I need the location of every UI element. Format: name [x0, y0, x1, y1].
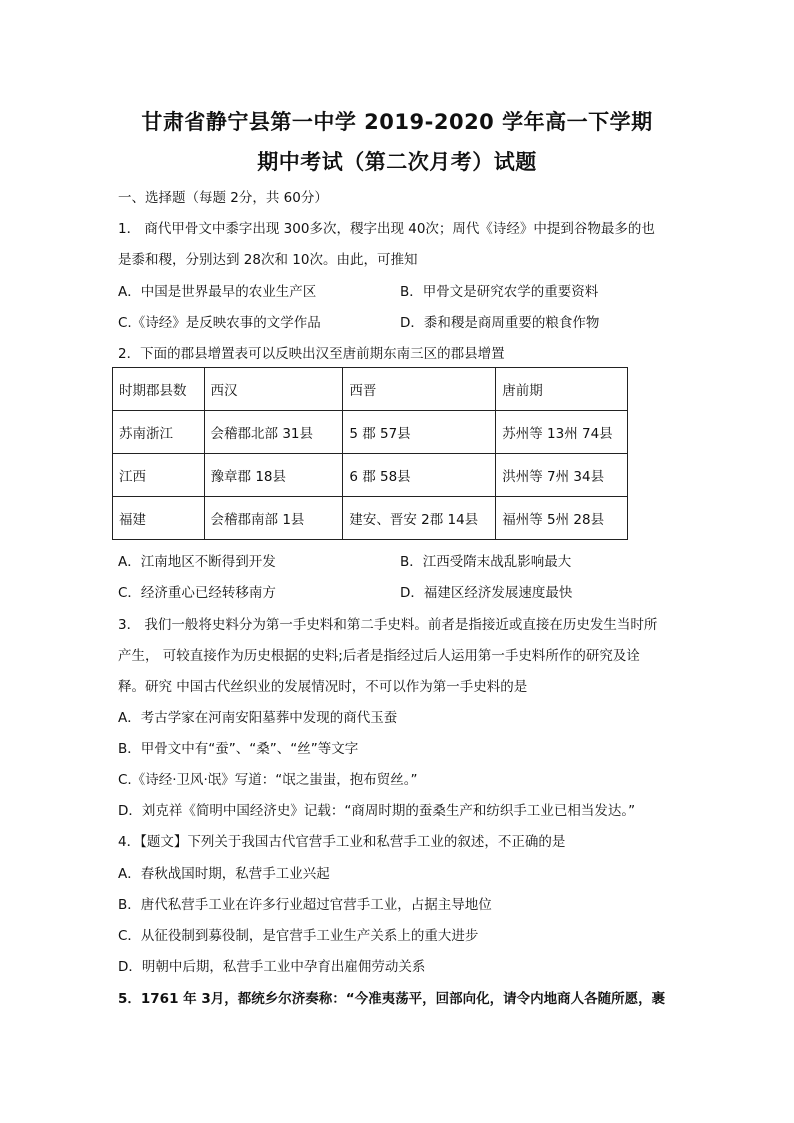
- table-cell: 会稽郡南部 1县: [204, 497, 343, 540]
- q1-option-b: B．甲骨文是研究农学的重要资料: [400, 284, 599, 300]
- q2-option-b: B．江西受隋末战乱影响最大: [400, 554, 572, 570]
- table-cell: 会稽郡北部 31县: [204, 411, 343, 454]
- q2-stem: 2．下面的郡县增置表可以反映出汉至唐前期东南三区的郡县增置: [118, 346, 505, 362]
- table-header-cell: 西汉: [204, 368, 343, 411]
- q4-option-d: D．明朝中后期，私营手工业中孕育出雇佣劳动关系: [118, 959, 426, 975]
- table-cell: 江西: [113, 454, 205, 497]
- q2-option-a: A．江南地区不断得到开发: [118, 554, 276, 570]
- table-row: [113, 454, 628, 497]
- q4-option-c: C．从征役制到募役制，是官营手工业生产关系上的重大进步: [118, 928, 479, 944]
- section-heading: 一、选择题（每题 2分，共 60分）: [118, 190, 328, 206]
- table-cell: 建安、晋安 2郡 14县: [343, 497, 496, 540]
- exam-title-line1: 甘肃省静宁县第一中学 2019-2020 学年高一下学期: [141, 110, 653, 134]
- q1-stem-line2: 是黍和稷，分别达到 28次和 10次。由此，可推知: [118, 252, 418, 268]
- table-cell: 洪州等 7州 34县: [496, 454, 628, 497]
- q1-stem-line1: 1． 商代甲骨文中黍字出现 300多次，稷字出现 40次；周代《诗经》中提到谷物最多的也: [118, 221, 655, 237]
- table-cell: 苏南浙江: [113, 411, 205, 454]
- table-row: [113, 411, 628, 454]
- q3-stem-line3: 释。研究 中国古代丝织业的发展情况时，不可以作为第一手史料的是: [118, 679, 528, 695]
- q2-option-c: C．经济重心已经转移南方: [118, 585, 276, 601]
- table-cell: 福州等 5州 28县: [496, 497, 628, 540]
- q3-stem-line2: 产生， 可较直接作为历史根据的史料;后者是指经过后人运用第一手史料所作的研究及诠: [118, 648, 640, 664]
- q3-option-b: B．甲骨文中有“蚕”、“桑”、“丝”等文字: [118, 741, 359, 757]
- q1-option-d: D．黍和稷是商周重要的粮食作物: [400, 315, 600, 331]
- table-header-cell: 西晋: [343, 368, 496, 411]
- q1-option-c: C.《诗经》是反映农事的文学作品: [118, 315, 321, 331]
- q1-option-a: A．中国是世界最早的农业生产区: [118, 284, 317, 300]
- q3-option-d: D．刘克祥《简明中国经济史》记载：“商周时期的蚕桑生产和纺织手工业已相当发达。”: [118, 803, 636, 819]
- q3-option-a: A．考古学家在河南安阳墓葬中发现的商代玉蚕: [118, 710, 398, 726]
- q3-option-c: C.《诗经·卫风·氓》写道：“氓之蚩蚩，抱布贸丝。”: [118, 772, 418, 788]
- table-cell: 6 郡 58县: [343, 454, 496, 497]
- table-row: [113, 497, 628, 540]
- table-header-row: [113, 368, 628, 411]
- table-header-cell: 唐前期: [496, 368, 628, 411]
- q4-option-a: A．春秋战国时期，私营手工业兴起: [118, 866, 330, 882]
- q5-stem: 5．1761 年 3月，都统乡尔济奏称：“今准夷荡平，回部向化，请令内地商人各随所愿，裹: [118, 991, 666, 1007]
- county-table: [112, 367, 628, 540]
- table-cell: 豫章郡 18县: [204, 454, 343, 497]
- q4-stem: 4．【题文】下列关于我国古代官营手工业和私营手工业的叙述，不正确的是: [118, 834, 566, 850]
- table-cell: 福建: [113, 497, 205, 540]
- table-cell: 苏州等 13州 74县: [496, 411, 628, 454]
- table-header-cell: 时期郡县数: [113, 368, 205, 411]
- q2-option-d: D．福建区经济发展速度最快: [400, 585, 573, 601]
- exam-title-line2: 期中考试（第二次月考）试题: [257, 150, 537, 174]
- q3-stem-line1: 3． 我们一般将史料分为第一手史料和第二手史料。前者是指接近或直接在历史发生当时所: [118, 617, 658, 633]
- table-cell: 5 郡 57县: [343, 411, 496, 454]
- q4-option-b: B．唐代私营手工业在许多行业超过官营手工业，占据主导地位: [118, 897, 492, 913]
